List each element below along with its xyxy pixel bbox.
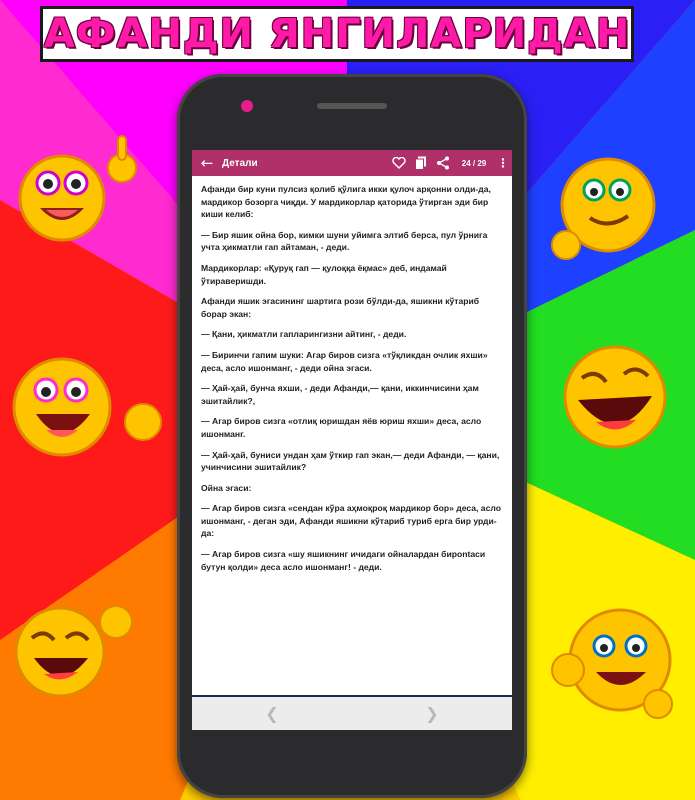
emoji-thinking-icon xyxy=(548,150,688,270)
story-paragraph: — Агар биров сизга «отлиқ юришдан яёв юриш яхши» деса, асло ишонманг. xyxy=(201,416,482,439)
chevron-right-icon[interactable]: ❯ xyxy=(425,704,439,723)
emoji-big-laugh-icon xyxy=(560,342,670,452)
title-banner xyxy=(40,6,634,62)
story-paragraph: Мардикорлар: «Қуруқ гап — қулоққа ёқмас» деб, индамай ўтираверишди. xyxy=(201,262,447,286)
page-title: Детали xyxy=(222,157,258,169)
story-paragraph: Афанди яшик эгасининг шартига рози бўлди-да, яшикни кўтариб борар экан: xyxy=(201,296,480,319)
share-icon[interactable] xyxy=(432,150,454,176)
story-paragraph: — Қани, ҳикматли гапларингизни айтинг, - деди. xyxy=(201,329,407,340)
story-paragraph: Афанди бир куни пулсиз қолиб қўлига икки қулоч арқонни олди-да, мардикор бозорга чиқди. У мардикорлар қаторида ўтирган эди бир киши келиб: xyxy=(201,184,491,220)
emoji-laughing-icon xyxy=(8,352,168,462)
chevron-left-icon[interactable]: ❮ xyxy=(265,704,279,723)
page-indicator: 24 / 29 xyxy=(461,158,487,168)
story-content xyxy=(201,183,505,663)
story-paragraph: — Ҳай-ҳай, буниси ундан ҳам ўткир гап экан,— деди Афанди, — қани, учинчисини эшитайлик? xyxy=(201,449,500,473)
banner-title: АФАНДИ ЯНГИЛАРИДАН xyxy=(43,11,631,57)
earpiece-speaker xyxy=(317,103,387,109)
emoji-happy-clap-icon xyxy=(548,600,688,720)
more-vertical-icon[interactable]: ⋮ xyxy=(497,156,509,170)
phone-frame xyxy=(177,74,527,798)
story-paragraph: Ойна эгаси: xyxy=(201,482,252,493)
heart-icon[interactable] xyxy=(388,150,410,176)
story-paragraph: — Агар биров сизга «сендан кўра аҳмоқроқ мардикор бор» деса, асло ишонманг, - деган эди, Афанди яшикни кўтариб туриб ерга бир урди-да: xyxy=(201,503,501,539)
front-camera xyxy=(241,100,253,112)
emoji-pointing-icon xyxy=(12,128,142,248)
story-paragraph: — Агар биров сизга «шу яшикнинг ичидаги ойналардан бирontаси бутун қолди» деса асло ишонманг! - деди. xyxy=(201,549,486,572)
story-paragraph: — Биринчи гапим шуки: Агар биров сизга «тўқликдан очлик яхши» деса, асло ишонманг, - деди ойна эгаси. xyxy=(201,349,488,373)
pager-navbar xyxy=(192,697,512,730)
emoji-tears-laugh-icon xyxy=(8,592,138,702)
copy-icon[interactable] xyxy=(410,150,432,176)
story-paragraph: — Бир яшик ойна бор, кимки шуни уйимга элтиб берса, пул ўрнига учта ҳикматли гап айтаман, - деди. xyxy=(201,229,488,253)
arrow-left-icon[interactable]: ← xyxy=(200,154,214,172)
app-bar xyxy=(192,150,512,176)
phone-screen xyxy=(192,150,512,730)
story-paragraph: — Ҳай-ҳай, бунча яхши, - деди Афанди,— қани, иккинчисини ҳам эшитайлик?, xyxy=(201,383,479,406)
